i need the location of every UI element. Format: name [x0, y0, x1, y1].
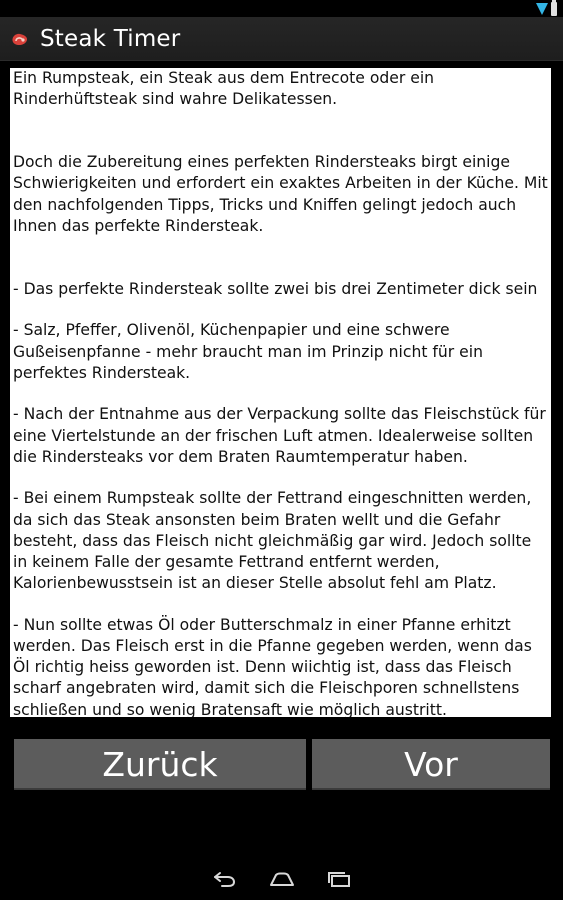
- article-paragraph: - Nun sollte etwas Öl oder Butterschmalz in einer Pfanne erhitzt werden. Das Fleisch erst in die Pfanne gegeben werden, wenn das Öl richtig heiss geworden ist. Denn wiichtig ist, dass das Fleisch scharf angebraten wird, damit sich die Fleischporen schnellstens schließen und so wenig Bratensaft wie möglich austritt.: [13, 615, 532, 717]
- home-icon[interactable]: [268, 870, 296, 888]
- article-paragraph: - Das perfekte Rindersteak sollte zwei bis drei Zentimeter dick sein: [13, 279, 538, 298]
- article-paragraph: - Nach der Entnahme aus der Verpackung sollte das Fleischstück für eine Viertelstunde an der frischen Luft atmen. Idealerweise sollten die Rindersteaks vor dem Braten Raumtemperatur haben.: [13, 405, 546, 466]
- article-text: [10, 68, 551, 717]
- article-content[interactable]: [10, 68, 551, 717]
- action-bar: [0, 17, 563, 61]
- back-button[interactable]: Zurück: [14, 739, 306, 790]
- recents-icon[interactable]: [325, 870, 353, 888]
- article-paragraph: Ein Rumpsteak, ein Steak aus dem Entrecote oder ein Rinderhüftsteak sind wahre Delikatessen.: [13, 69, 435, 109]
- battery-icon: [551, 2, 557, 16]
- forward-button[interactable]: Vor: [312, 739, 550, 790]
- status-icons: [536, 1, 557, 16]
- steak-icon: [10, 29, 30, 49]
- wifi-icon: [536, 3, 548, 15]
- navigation-bar: [0, 852, 563, 900]
- app-title: Steak Timer: [40, 25, 181, 52]
- article-paragraph: - Bei einem Rumpsteak sollte der Fettrand eingeschnitten werden, da sich das Steak ansonsten beim Braten wellt und die Gefahr besteht, dass das Fleisch nicht gleichmäßig gar wird. Jedoch sollte in keinem Falle der gesamte Fettrand entfernt werden, Kalorienbewusstsein ist an dieser Stelle absolut fehl am Platz.: [13, 489, 532, 593]
- article-paragraph: Doch die Zubereitung eines perfekten Rindersteaks birgt einige Schwierigkeiten und erfordert ein exaktes Arbeiten in der Küche. Mit den nachfolgenden Tipps, Tricks und Kniffen gelingt jedoch auch Ihnen das perfekte Rindersteak.: [13, 153, 548, 235]
- button-row: [14, 739, 550, 790]
- article-paragraph: - Salz, Pfeffer, Olivenöl, Küchenpapier und eine schwere Gußeisenpfanne - mehr braucht man im Prinzip nicht für ein perfektes Rindersteak.: [13, 321, 483, 382]
- status-bar: [0, 0, 563, 17]
- back-icon[interactable]: [211, 870, 239, 888]
